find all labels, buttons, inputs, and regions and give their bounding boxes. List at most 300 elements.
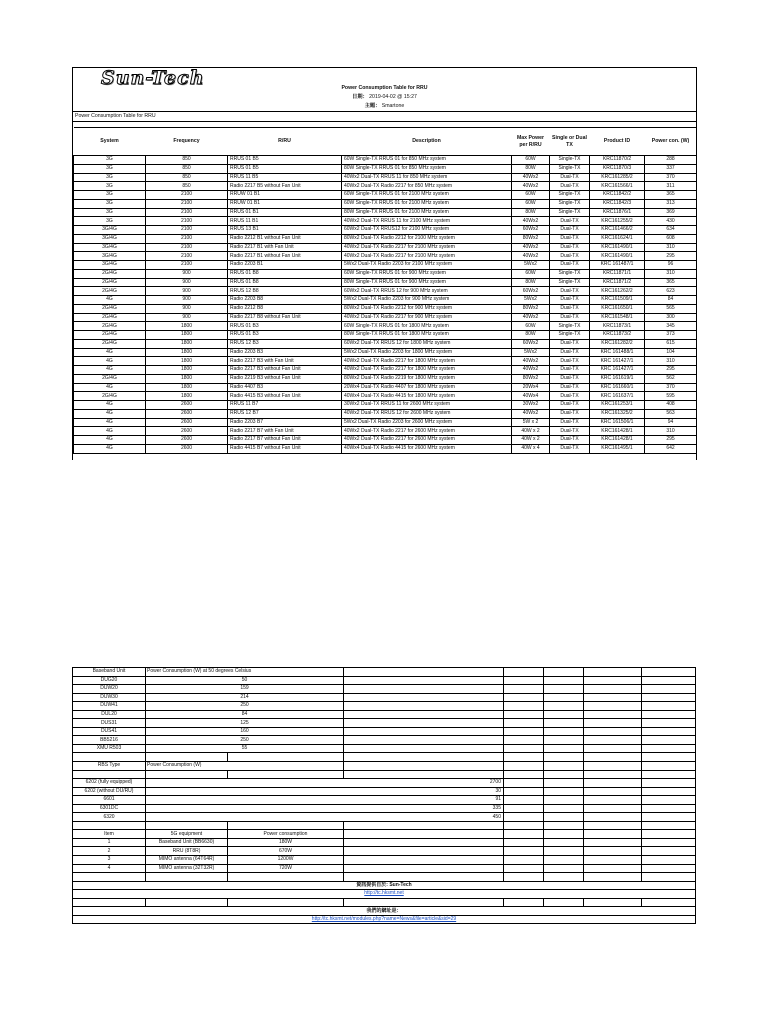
grid-cell	[584, 838, 642, 847]
grid-cell	[146, 821, 228, 830]
table-row	[74, 217, 697, 226]
grid-cell	[344, 898, 504, 907]
grid-cell	[544, 864, 584, 873]
cell-power-con: 563	[645, 409, 697, 418]
equipment-table	[72, 667, 696, 924]
table-row	[73, 873, 696, 882]
grid-cell	[146, 770, 228, 779]
cell-power-con: 295	[645, 252, 697, 261]
g5-power: 1200W	[228, 856, 344, 865]
g5-item: 4	[73, 864, 146, 873]
baseband-power: 214	[146, 693, 344, 702]
cell-product-id: KRC161490/1	[590, 243, 645, 252]
table-row	[74, 392, 697, 401]
grid-cell	[584, 668, 642, 677]
baseband-power: 55	[146, 744, 344, 753]
table-row	[74, 357, 697, 366]
grid-cell	[544, 873, 584, 882]
cell-product-id: KRC161466/2	[590, 226, 645, 235]
cell-product-id: KRC161325/2	[590, 409, 645, 418]
cell-tx: Dual-TX	[550, 348, 590, 357]
cell-tx: Dual-TX	[550, 234, 590, 243]
sun-tech-logo: Sun-Tech	[101, 67, 205, 89]
cell-product-id: KRC 161619/1	[590, 374, 645, 383]
cell-rru: Radio 2217 B3 without Fan Unit	[228, 366, 342, 375]
cell-rru: RRUS 01 B5	[228, 164, 342, 173]
cell-rru: Radio 2203 B8	[228, 296, 342, 305]
grid-cell	[344, 847, 504, 856]
grid-cell	[504, 873, 544, 882]
cell-description: 60Wx2 Dual-TX RRUS 12 for 900 MHz system	[342, 287, 512, 296]
cell-description: 5Wx2 Dual-TX Radio 2203 for 2100 MHz system	[342, 261, 512, 270]
grid-cell	[642, 873, 696, 882]
cell-frequency: 1800	[146, 331, 228, 340]
table-row	[73, 838, 696, 847]
cell-description: 30Wx2 Dual-TX RRUS 11 for 2600 MHz system	[342, 401, 512, 410]
table-row	[73, 719, 696, 728]
grid-cell	[642, 710, 696, 719]
cell-product-id: KRC 161487/1	[590, 261, 645, 270]
cell-product-id: KRC161262/2	[590, 287, 645, 296]
cell-max-power: 80Wx2	[512, 234, 550, 243]
date-value: 2019-04-02 @ 15:27	[369, 94, 417, 100]
site-link[interactable]: http://tc.hksmt.net/modules.php?name=News&file=article&sid=29	[73, 915, 696, 924]
table-row	[73, 685, 696, 694]
baseband-unit: DUW30	[73, 693, 146, 702]
cell-max-power: 40Wx2	[512, 409, 550, 418]
rbs-power-header: Power Consumption (W)	[146, 762, 344, 771]
grid-cell	[73, 873, 146, 882]
grid-cell	[344, 710, 504, 719]
cell-tx: Single-TX	[550, 322, 590, 331]
rbs-power: 91	[146, 796, 504, 805]
grid-cell	[544, 744, 584, 753]
cell-product-id: KRC161255/2	[590, 217, 645, 226]
cell-tx: Single-TX	[550, 269, 590, 278]
table-row	[74, 348, 697, 357]
grid-cell	[642, 693, 696, 702]
grid-cell	[642, 685, 696, 694]
cell-description: 60W Single-TX RRUS 01 for 1800 MHz system	[342, 322, 512, 331]
table-row	[74, 199, 697, 208]
cell-description: 40Wx2 Dual-TX Radio 2217 for 2100 MHz system	[342, 252, 512, 261]
grid-cell	[504, 821, 544, 830]
cell-frequency: 900	[146, 296, 228, 305]
cell-frequency: 2100	[146, 191, 228, 200]
cell-max-power: 5Wx2	[512, 296, 550, 305]
grid-cell	[584, 847, 642, 856]
cell-system: 3G	[74, 191, 146, 200]
cell-frequency: 900	[146, 304, 228, 313]
table-row	[74, 401, 697, 410]
cell-frequency: 2600	[146, 444, 228, 453]
grid-cell	[642, 813, 696, 822]
grid-cell	[544, 702, 584, 711]
cell-max-power: 40Wx2	[512, 173, 550, 182]
cell-product-id: KRC11870/3	[590, 164, 645, 173]
grid-cell	[642, 796, 696, 805]
cell-frequency: 900	[146, 278, 228, 287]
grid-cell	[504, 685, 544, 694]
cell-power-con: 365	[645, 278, 697, 287]
cell-power-con: 311	[645, 182, 697, 191]
cell-frequency: 2100	[146, 226, 228, 235]
grid-cell	[584, 719, 642, 728]
grid-cell	[642, 762, 696, 771]
table-row	[73, 796, 696, 805]
subject-value: Smartone	[381, 103, 405, 109]
baseband-power: 250	[146, 702, 344, 711]
table-row	[74, 226, 697, 235]
cell-product-id: KRC161509/1	[590, 296, 645, 305]
grid-cell	[504, 796, 544, 805]
grid-cell	[344, 873, 504, 882]
cell-frequency: 2100	[146, 252, 228, 261]
grid-cell	[544, 736, 584, 745]
grid-cell	[544, 710, 584, 719]
cell-power-con: 430	[645, 217, 697, 226]
cell-tx: Dual-TX	[550, 427, 590, 436]
cell-tx: Dual-TX	[550, 313, 590, 322]
table-row	[74, 173, 697, 182]
cell-max-power: 5Wx2	[512, 261, 550, 270]
cell-description: 40Wx2 Dual-TX RRUS 11 for 2100 MHz system	[342, 217, 512, 226]
cell-tx: Single-TX	[550, 208, 590, 217]
baseband-power: 159	[146, 685, 344, 694]
cell-system: 3G/4G	[74, 243, 146, 252]
cell-product-id: KRC161566/1	[590, 182, 645, 191]
cell-frequency: 900	[146, 287, 228, 296]
cell-rru: RRUS 12 B7	[228, 409, 342, 418]
cell-product-id: KRC161428/1	[590, 427, 645, 436]
grid-cell	[344, 676, 504, 685]
grid-cell	[504, 676, 544, 685]
table-row	[73, 693, 696, 702]
table-row	[73, 753, 696, 762]
cell-rru: RRUS 01 B8	[228, 278, 342, 287]
grid-cell	[642, 676, 696, 685]
grid-cell	[344, 719, 504, 728]
cell-description: 5Wx2 Dual-TX Radio 2203 for 2600 MHz system	[342, 418, 512, 427]
cell-product-id: KRC161428/1	[590, 436, 645, 445]
cell-frequency: 2100	[146, 199, 228, 208]
cell-description: 60W Single-TX RRUS 01 for 2100 MHz system	[342, 199, 512, 208]
cell-product-id: KRC161253/1	[590, 401, 645, 410]
cell-tx: Dual-TX	[550, 366, 590, 375]
grid-cell	[504, 710, 544, 719]
grid-cell	[228, 898, 344, 907]
cell-system: 2G/4G	[74, 313, 146, 322]
cell-product-id: KRC161490/1	[590, 252, 645, 261]
rbs-type: 6320	[73, 813, 146, 822]
grid-cell	[544, 693, 584, 702]
cell-tx: Dual-TX	[550, 217, 590, 226]
baseband-power: 125	[146, 719, 344, 728]
cell-product-id: KRC11871/1	[590, 269, 645, 278]
page-title: Power Consumption Table for RRU	[341, 85, 428, 91]
grid-cell	[584, 727, 642, 736]
cell-product-id: KRC 161637/1	[590, 392, 645, 401]
cell-power-con: 104	[645, 348, 697, 357]
baseband-unit: DUL20	[73, 710, 146, 719]
cell-description: 40Wx2 Dual-TX Radio 2217 for 850 MHz system	[342, 182, 512, 191]
cell-system: 4G	[74, 427, 146, 436]
cell-rru: RRUS 01 B3	[228, 322, 342, 331]
grid-cell	[642, 864, 696, 873]
cell-power-con: 300	[645, 313, 697, 322]
cell-power-con: 565	[645, 304, 697, 313]
cell-description: 40Wx2 Dual-TX RRUS 12 for 2600 MHz system	[342, 409, 512, 418]
baseband-power: 50	[146, 676, 344, 685]
grid-cell	[504, 753, 544, 762]
grid-cell	[584, 813, 642, 822]
cell-frequency: 850	[146, 182, 228, 191]
cell-max-power: 30Wx2	[512, 401, 550, 410]
cell-max-power: 60W	[512, 156, 550, 165]
cell-description: 40Wx2 Dual-TX Radio 2217 for 2600 MHz system	[342, 436, 512, 445]
cell-product-id: KRC11842/3	[590, 199, 645, 208]
table-row	[73, 915, 696, 924]
cell-system: 4G	[74, 409, 146, 418]
col-frequency: Frequency	[146, 128, 228, 156]
grid-cell	[344, 770, 504, 779]
cell-max-power: 40W x 2	[512, 436, 550, 445]
cell-tx: Dual-TX	[550, 374, 590, 383]
grid-cell	[344, 736, 504, 745]
grid-cell	[584, 796, 642, 805]
rbs-type: 6202 (without DU/RU)	[73, 787, 146, 796]
cell-tx: Dual-TX	[550, 383, 590, 392]
cell-max-power: 40Wx2	[512, 217, 550, 226]
g5-power: 720W	[228, 864, 344, 873]
grid-cell	[584, 864, 642, 873]
table-row	[74, 234, 697, 243]
table-row	[74, 444, 697, 453]
cell-frequency: 850	[146, 173, 228, 182]
cell-frequency: 2600	[146, 409, 228, 418]
cell-tx: Dual-TX	[550, 339, 590, 348]
rbs-type: 6301DC	[73, 804, 146, 813]
cell-system: 2G/4G	[74, 278, 146, 287]
cell-product-id: KRC11842/2	[590, 191, 645, 200]
cell-rru: Radio 2217 B5 without Fan Unit	[228, 182, 342, 191]
g5-equipment: Baseband Unit (BB6630)	[146, 838, 228, 847]
g5-item: 1	[73, 838, 146, 847]
g5-power: 670W	[228, 847, 344, 856]
cell-max-power: 40Wx2	[512, 243, 550, 252]
table-row	[73, 727, 696, 736]
grid-cell	[344, 744, 504, 753]
cell-system: 4G	[74, 366, 146, 375]
table-row	[73, 762, 696, 771]
cell-rru: Radio 2217 B7 with Fan Unit	[228, 427, 342, 436]
grid-cell	[504, 864, 544, 873]
cell-rru: RRUS 01 B1	[228, 208, 342, 217]
grid-cell	[544, 847, 584, 856]
site-label: 我們的網址是：	[73, 907, 696, 916]
cell-tx: Dual-TX	[550, 444, 590, 453]
cell-description: 60Wx2 Dual-TX RRUS 12 for 1800 MHz system	[342, 339, 512, 348]
grid-cell	[344, 685, 504, 694]
cell-power-con: 96	[645, 261, 697, 270]
col-rru: R/RU	[228, 128, 342, 156]
table-row	[74, 164, 697, 173]
baseband-power: 160	[146, 727, 344, 736]
cell-power-con: 634	[645, 226, 697, 235]
grid-cell	[642, 830, 696, 839]
cell-rru: Radio 2217 B8 without Fan Unit	[228, 313, 342, 322]
grid-cell	[504, 744, 544, 753]
grid-cell	[146, 898, 228, 907]
grid-cell	[642, 856, 696, 865]
cell-description: 40Wx2 Dual-TX Radio 2217 for 900 MHz system	[342, 313, 512, 322]
table-row	[73, 710, 696, 719]
grid-cell	[504, 838, 544, 847]
table-header-row	[74, 128, 697, 156]
table-row	[73, 736, 696, 745]
table-row	[73, 779, 696, 788]
grid-cell	[504, 727, 544, 736]
cell-system: 3G	[74, 164, 146, 173]
cell-rru: RRUS 11 B7	[228, 401, 342, 410]
table-row	[73, 744, 696, 753]
cell-tx: Dual-TX	[550, 401, 590, 410]
source-link[interactable]: http://tc.hksmt.net	[73, 890, 696, 899]
baseband-unit: DUW41	[73, 702, 146, 711]
grid-cell	[584, 821, 642, 830]
cell-description: 80W Single-TX RRUS 01 for 900 MHz system	[342, 278, 512, 287]
cell-tx: Single-TX	[550, 156, 590, 165]
cell-max-power: 40Wx4	[512, 392, 550, 401]
grid-cell	[228, 753, 344, 762]
grid-cell	[73, 770, 146, 779]
subject-label: 主題：	[364, 103, 381, 109]
cell-frequency: 1800	[146, 383, 228, 392]
grid-cell	[504, 847, 544, 856]
table-row	[73, 898, 696, 907]
grid-cell	[504, 779, 544, 788]
grid-cell	[544, 804, 584, 813]
cell-system: 2G/4G	[74, 339, 146, 348]
cell-tx: Single-TX	[550, 278, 590, 287]
cell-power-con: 369	[645, 208, 697, 217]
cell-frequency: 1800	[146, 366, 228, 375]
cell-product-id: KRC161548/1	[590, 313, 645, 322]
cell-system: 3G/4G	[74, 226, 146, 235]
grid-cell	[584, 873, 642, 882]
grid-cell	[584, 804, 642, 813]
cell-max-power: 80W	[512, 331, 550, 340]
baseband-unit: BB5216	[73, 736, 146, 745]
cell-product-id: KRC11871/2	[590, 278, 645, 287]
grid-cell	[228, 821, 344, 830]
cell-rru: Radio 2212 B8	[228, 304, 342, 313]
cell-frequency: 2600	[146, 401, 228, 410]
table-row	[74, 418, 697, 427]
grid-cell	[584, 770, 642, 779]
table-row	[74, 436, 697, 445]
rru-power-table	[73, 127, 697, 454]
cell-system: 3G/4G	[74, 252, 146, 261]
cell-power-con: 642	[645, 444, 697, 453]
grid-cell	[584, 710, 642, 719]
cell-description: 60W Single-TX RRUS 01 for 2100 MHz system	[342, 191, 512, 200]
cell-tx: Dual-TX	[550, 173, 590, 182]
grid-cell	[344, 864, 504, 873]
cell-description: 80W Single-TX RRUS 01 for 1800 MHz system	[342, 331, 512, 340]
section-label: Power Consumption Table for RRU	[75, 113, 156, 119]
cell-max-power: 40Wx2	[512, 313, 550, 322]
cell-rru: RRUS 12 B8	[228, 287, 342, 296]
grid-cell	[642, 838, 696, 847]
rbs-type: 6601	[73, 796, 146, 805]
cell-rru: Radio 4415 B3 without Fan Unit	[228, 392, 342, 401]
grid-cell	[642, 898, 696, 907]
grid-cell	[73, 753, 146, 762]
grid-cell	[344, 693, 504, 702]
table-row	[74, 304, 697, 313]
cell-tx: Dual-TX	[550, 243, 590, 252]
table-row	[74, 191, 697, 200]
table-row	[73, 668, 696, 677]
grid-cell	[544, 821, 584, 830]
cell-max-power: 40Wx2	[512, 357, 550, 366]
table-row	[74, 156, 697, 165]
cell-frequency: 1800	[146, 348, 228, 357]
cell-description: 40Wx2 Dual-TX Radio 2217 for 1800 MHz system	[342, 366, 512, 375]
cell-rru: RRUS 13 B1	[228, 226, 342, 235]
rru-sheet	[72, 67, 697, 460]
grid-cell	[544, 762, 584, 771]
cell-max-power: 40Wx2	[512, 252, 550, 261]
grid-cell	[544, 787, 584, 796]
cell-power-con: 94	[645, 418, 697, 427]
cell-system: 2G/4G	[74, 287, 146, 296]
cell-description: 80Wx2 Dual-TX Radio 2212 for 900 MHz system	[342, 304, 512, 313]
table-row	[74, 182, 697, 191]
grid-cell	[544, 676, 584, 685]
cell-description: 20Wx4 Dual-TX Radio 4407 for 1800 MHz system	[342, 383, 512, 392]
table-row	[74, 366, 697, 375]
grid-cell	[228, 770, 344, 779]
grid-cell	[642, 736, 696, 745]
cell-system: 2G/4G	[74, 392, 146, 401]
baseband-unit: DUG20	[73, 676, 146, 685]
cell-max-power: 80Wx2	[512, 304, 550, 313]
table-row	[73, 821, 696, 830]
baseband-power: 84	[146, 710, 344, 719]
grid-cell	[344, 821, 504, 830]
grid-cell	[642, 787, 696, 796]
cell-product-id: KRC 161488/1	[590, 348, 645, 357]
table-row	[74, 427, 697, 436]
cell-tx: Dual-TX	[550, 304, 590, 313]
cell-power-con: 310	[645, 269, 697, 278]
table-row	[73, 702, 696, 711]
cell-description: 40Wx2 Dual-TX Radio 2217 for 2600 MHz system	[342, 427, 512, 436]
cell-system: 3G/4G	[74, 234, 146, 243]
cell-description: 60Wx2 Dual-TX RRUS12 for 2100 MHz system	[342, 226, 512, 235]
cell-tx: Dual-TX	[550, 252, 590, 261]
cell-frequency: 850	[146, 156, 228, 165]
cell-max-power: 60Wx2	[512, 287, 550, 296]
table-row	[73, 804, 696, 813]
date-label: 日期：	[352, 94, 368, 100]
table-row	[74, 331, 697, 340]
g5-equipment-header: 5G equipment	[146, 830, 228, 839]
grid-cell	[504, 668, 544, 677]
cell-tx: Single-TX	[550, 331, 590, 340]
